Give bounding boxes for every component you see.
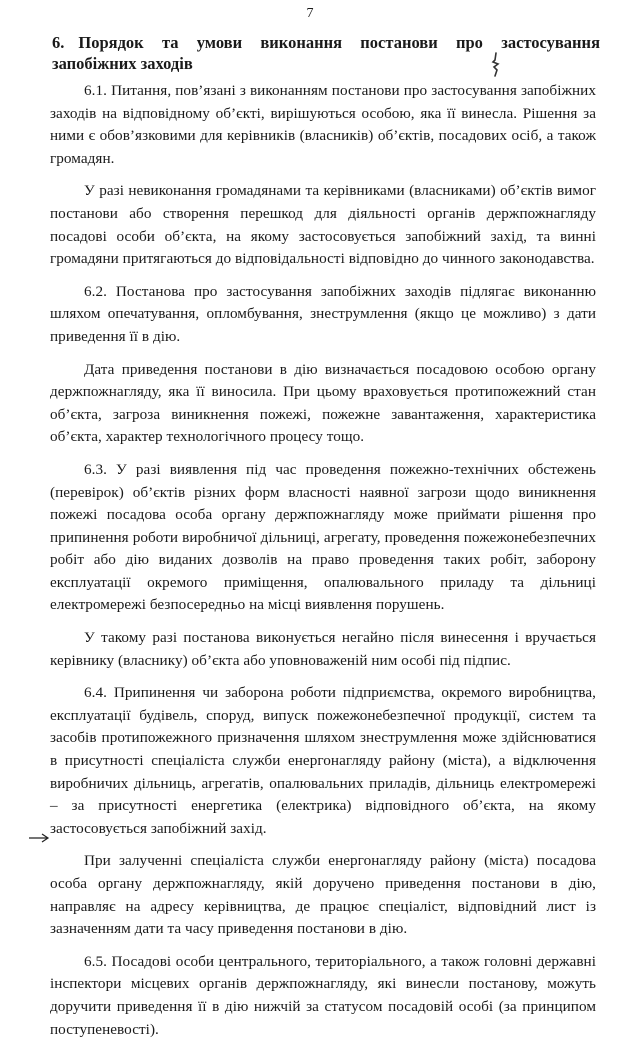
section-number: 6. (52, 33, 65, 52)
paragraph: У такому разі постанова виконується негайно після винесення і вручається керівнику (власнику) об’єкта або уповноваженій ним особі під підпис. (50, 629, 596, 669)
paragraph: При залученні спеціаліста служби енергонагляду району (міста) посадова особа органу держпожнагляду, якій доручено приведення постанови в дію, направляє на адресу керівництва, де працює спеціаліст, відповідний лист із зазначенням дати та часу приведення постанови в дію. (50, 852, 596, 938)
paragraph: Дата приведення постанови в дію визначається посадовою особою органу держпожнагляду, яка її виносила. При цьому враховується протипожежний стан об’єкта, загроза виникнення пожежі, пожежне завантаження, характеристика об’єкта, характер технологічного процесу тощо. (50, 360, 596, 446)
paragraph: У разі невиконання громадянами та керівниками (власниками) об’єктів вимог постанови або створення перешкод для діяльності органів держпожнагляду посадові особи об’єкта, на якому застосовується запобіжний захід, та винні громадяни притягаються до відповідальності відповідно до чинного законодавства. (50, 182, 596, 268)
paragraph: 6.5. Посадові особи центрального, територіального, а також головні державні інспектори місцевих органів держпожнагляду, які винесли постанову, можуть доручити приведення її в дію нижчій за статусом посадовій особі (за принципом поступеневості). (50, 952, 596, 1038)
paragraph: 6.3. У разі виявлення під час проведення пожежно-технічних обстежень (перевірок) об’єктів різних форм власності наявної загрози щодо виникнення пожежі посадова особа органу держпожнагляду може приймати рішення про припинення роботи виробничої дільниці, агрегату, проведення пожежонебезпечних робіт або дію виданих дозволів на право проведення таких робіт, заборону експлуатації окремого приміщення, опалювального приладу та дільниці електромережі безпосередньо на місці виявлення порушень. (50, 460, 596, 614)
section-title: Порядок та умови виконання постанови про застосування запобіжних заходів (52, 33, 600, 73)
margin-arrow-icon (28, 832, 50, 844)
paragraph: 6.2. Постанова про застосування запобіжних заходів підлягає виконанню шляхом опечатування, опломбування, знеструмлення (якщо це можливо) з дати приведення її в дію. (50, 282, 596, 345)
handwritten-mark-icon (490, 52, 502, 78)
document-body (50, 80, 596, 1051)
section-heading (52, 32, 600, 74)
page-number: 7 (306, 6, 314, 21)
paragraph: 6.4. Припинення чи заборона роботи підприємства, окремого виробництва, експлуатації будівель, споруд, випуск пожежонебезпечної продукції, систем та засобів протипожежного призначення шляхом знеструмлення може здійснюватися в присутності спеціаліста служби енергонагляду району (міста), а відключення виробничих дільниць, агрегатів, опалювальних приладів, дільниць електромережі – за присутності енергетика (електрика) відповідного об’єкта, на якому застосовується запобіжний захід. (50, 684, 596, 837)
paragraph: 6.1. Питання, пов’язані з виконанням постанови про застосування запобіжних заходів на відповідному об’єкті, вирішуються особою, яка її винесла. Рішення за ними є обов’язковими для керівників (власників) об’єктів, посадових осіб, а також громадян. (50, 82, 596, 167)
